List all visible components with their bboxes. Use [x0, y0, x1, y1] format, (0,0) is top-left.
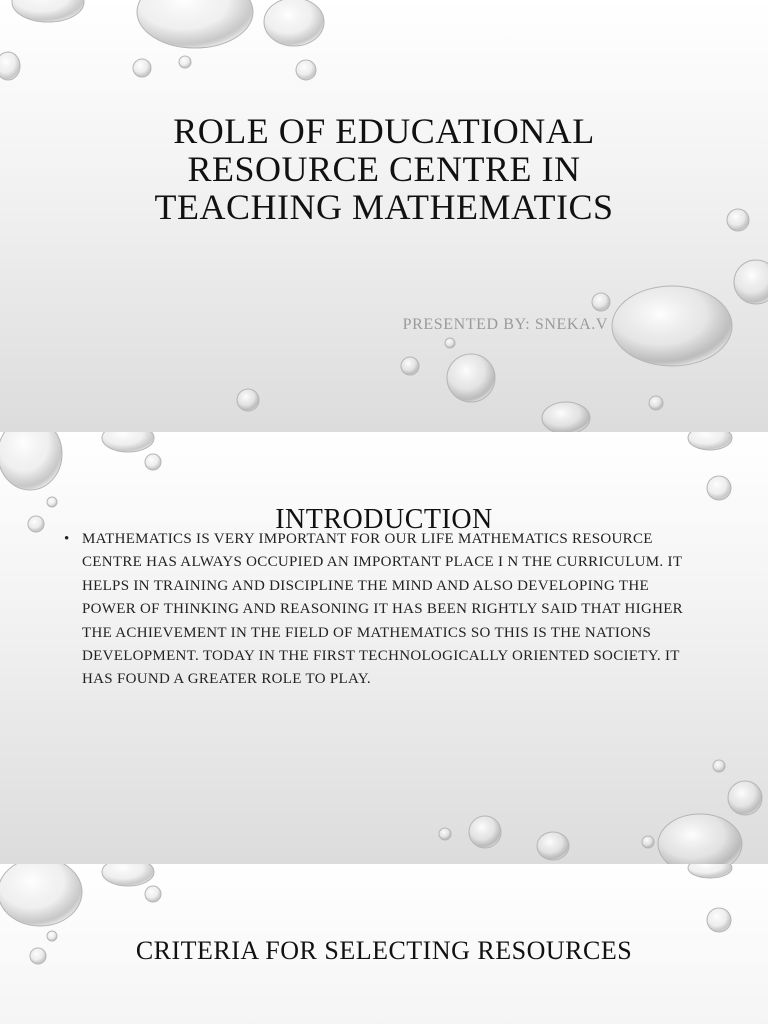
- slide-criteria: [0, 864, 768, 1024]
- slide-title: [0, 0, 768, 432]
- bullet-icon: •: [64, 531, 70, 547]
- bullet-text: MATHEMATICS IS VERY IMPORTANT FOR OUR LIFE MATHEMATICS RESOURCE CENTRE HAS ALWAYS OCCUPIED AN IMPORTANT PLACE I N THE CURRICULUM. IT HELPS IN TRAINING AND DISCIPLINE THE MIND AND ALSO DEVELOPING THE POWER OF THINKING AND REASONING IT HAS BEEN RIGHTLY SAID THAT HIGHER THE ACHIEVEMENT IN THE FIELD OF MATHEMATICS SO THIS IS THE NATIONS DEVELOPMENT. TODAY IN THE FIRST TECHNOLOGICALLY ORIENTED SOCIETY. IT HAS FOUND A GREATER ROLE TO PLAY.: [82, 531, 683, 688]
- title-line-1: ROLE OF EDUCATIONAL: [173, 111, 595, 151]
- title-line-2: RESOURCE CENTRE IN: [187, 149, 581, 189]
- list-item: [64, 528, 704, 692]
- slide-title-text: CRITERIA FOR SELECTING RESOURCES: [135, 936, 633, 965]
- slide-title-text: [0, 112, 768, 226]
- bullet-list: [64, 528, 704, 692]
- title-line-3: TEACHING MATHEMATICS: [154, 187, 614, 227]
- slide-title-text: INTRODUCTION: [275, 504, 493, 535]
- slide-introduction: [0, 432, 768, 864]
- presenter-subtitle: PRESENTED BY: SNEKA.V: [402, 316, 608, 333]
